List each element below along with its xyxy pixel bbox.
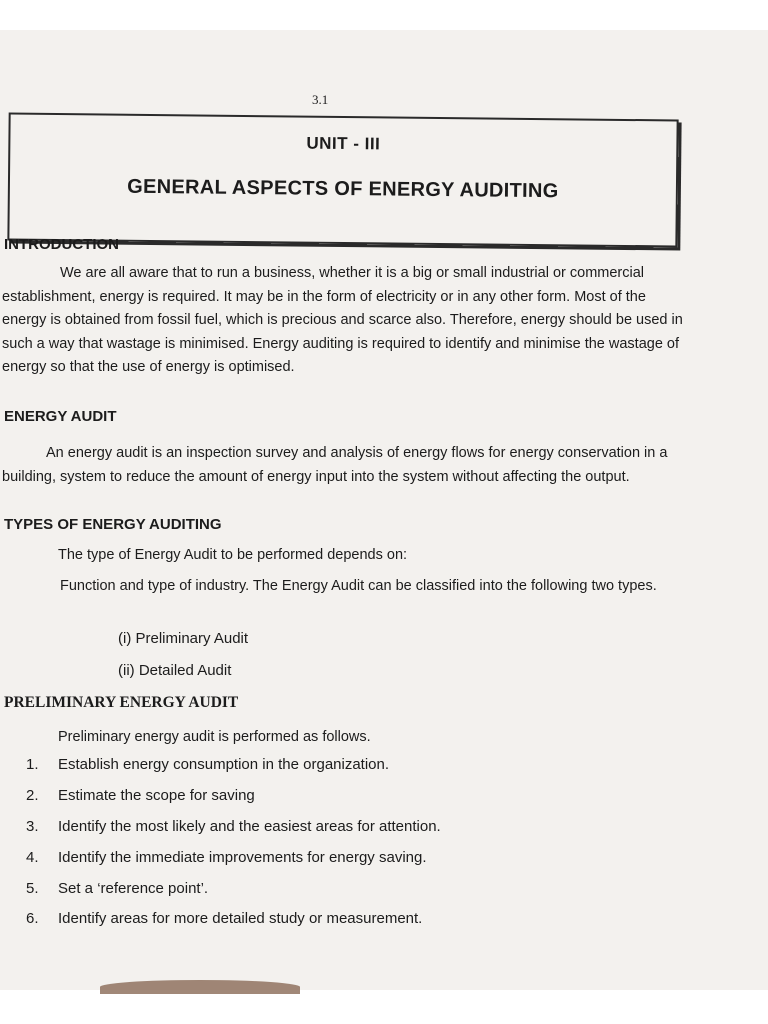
list-number: 5. [26, 880, 39, 897]
preliminary-audit-heading: PRELIMINARY ENERGY AUDIT [4, 694, 239, 711]
list-number: 4. [26, 849, 39, 866]
list-number: 3. [26, 818, 39, 835]
list-text: Establish energy consumption in the organization. [58, 756, 390, 773]
energy-audit-paragraph: An energy audit is an inspection survey and analysis of energy flows for energy conservation in a building, system to reduce the amount of energy input into the system without affecting the output. [2, 445, 668, 485]
list-text: Set a ‘reference point’. [58, 880, 209, 897]
energy-audit-heading: ENERGY AUDIT [4, 408, 117, 425]
types-heading: TYPES OF ENERGY AUDITING [4, 516, 222, 533]
document-page [0, 30, 768, 990]
type-item-2: (ii) Detailed Audit [118, 662, 232, 679]
page-number: 3.1 [312, 92, 329, 107]
introduction-paragraph: We are all aware that to run a business, whether it is a big or small industrial or commercial establishment, energy is required. It may be in the form of electricity or in any other form. Most of the energy is obtained from fossil fuel, which is precious and scarce also. Therefore, energy should be used in such a way that wastage is minimised. Energy auditing is required to identify and minimise the wastage of energy so that the use of energy is optimised. [2, 265, 683, 375]
list-number: 2. [26, 787, 39, 804]
list-text: Identify the most likely and the easiest areas for attention. [58, 818, 441, 835]
types-paragraph-2: Function and type of industry. The Energy Audit can be classified into the following two types. [60, 578, 657, 594]
preliminary-intro: Preliminary energy audit is performed as follows. [58, 729, 371, 745]
list-number: 1. [26, 756, 39, 773]
introduction-heading: INTRODUCTION [4, 236, 119, 253]
list-text: Estimate the scope for saving [58, 787, 255, 804]
list-text: Identify the immediate improvements for energy saving. [58, 849, 427, 866]
type-item-1: (i) Preliminary Audit [118, 630, 249, 647]
page-title: GENERAL ASPECTS OF ENERGY AUDITING [127, 175, 559, 203]
types-paragraph-1: The type of Energy Audit to be performed depends on: [58, 547, 408, 563]
unit-label: UNIT - III [306, 133, 381, 154]
title-box [7, 112, 678, 247]
list-text: Identify areas for more detailed study or measurement. [58, 910, 423, 927]
book-edge-shadow [100, 980, 300, 994]
list-number: 6. [26, 910, 39, 927]
